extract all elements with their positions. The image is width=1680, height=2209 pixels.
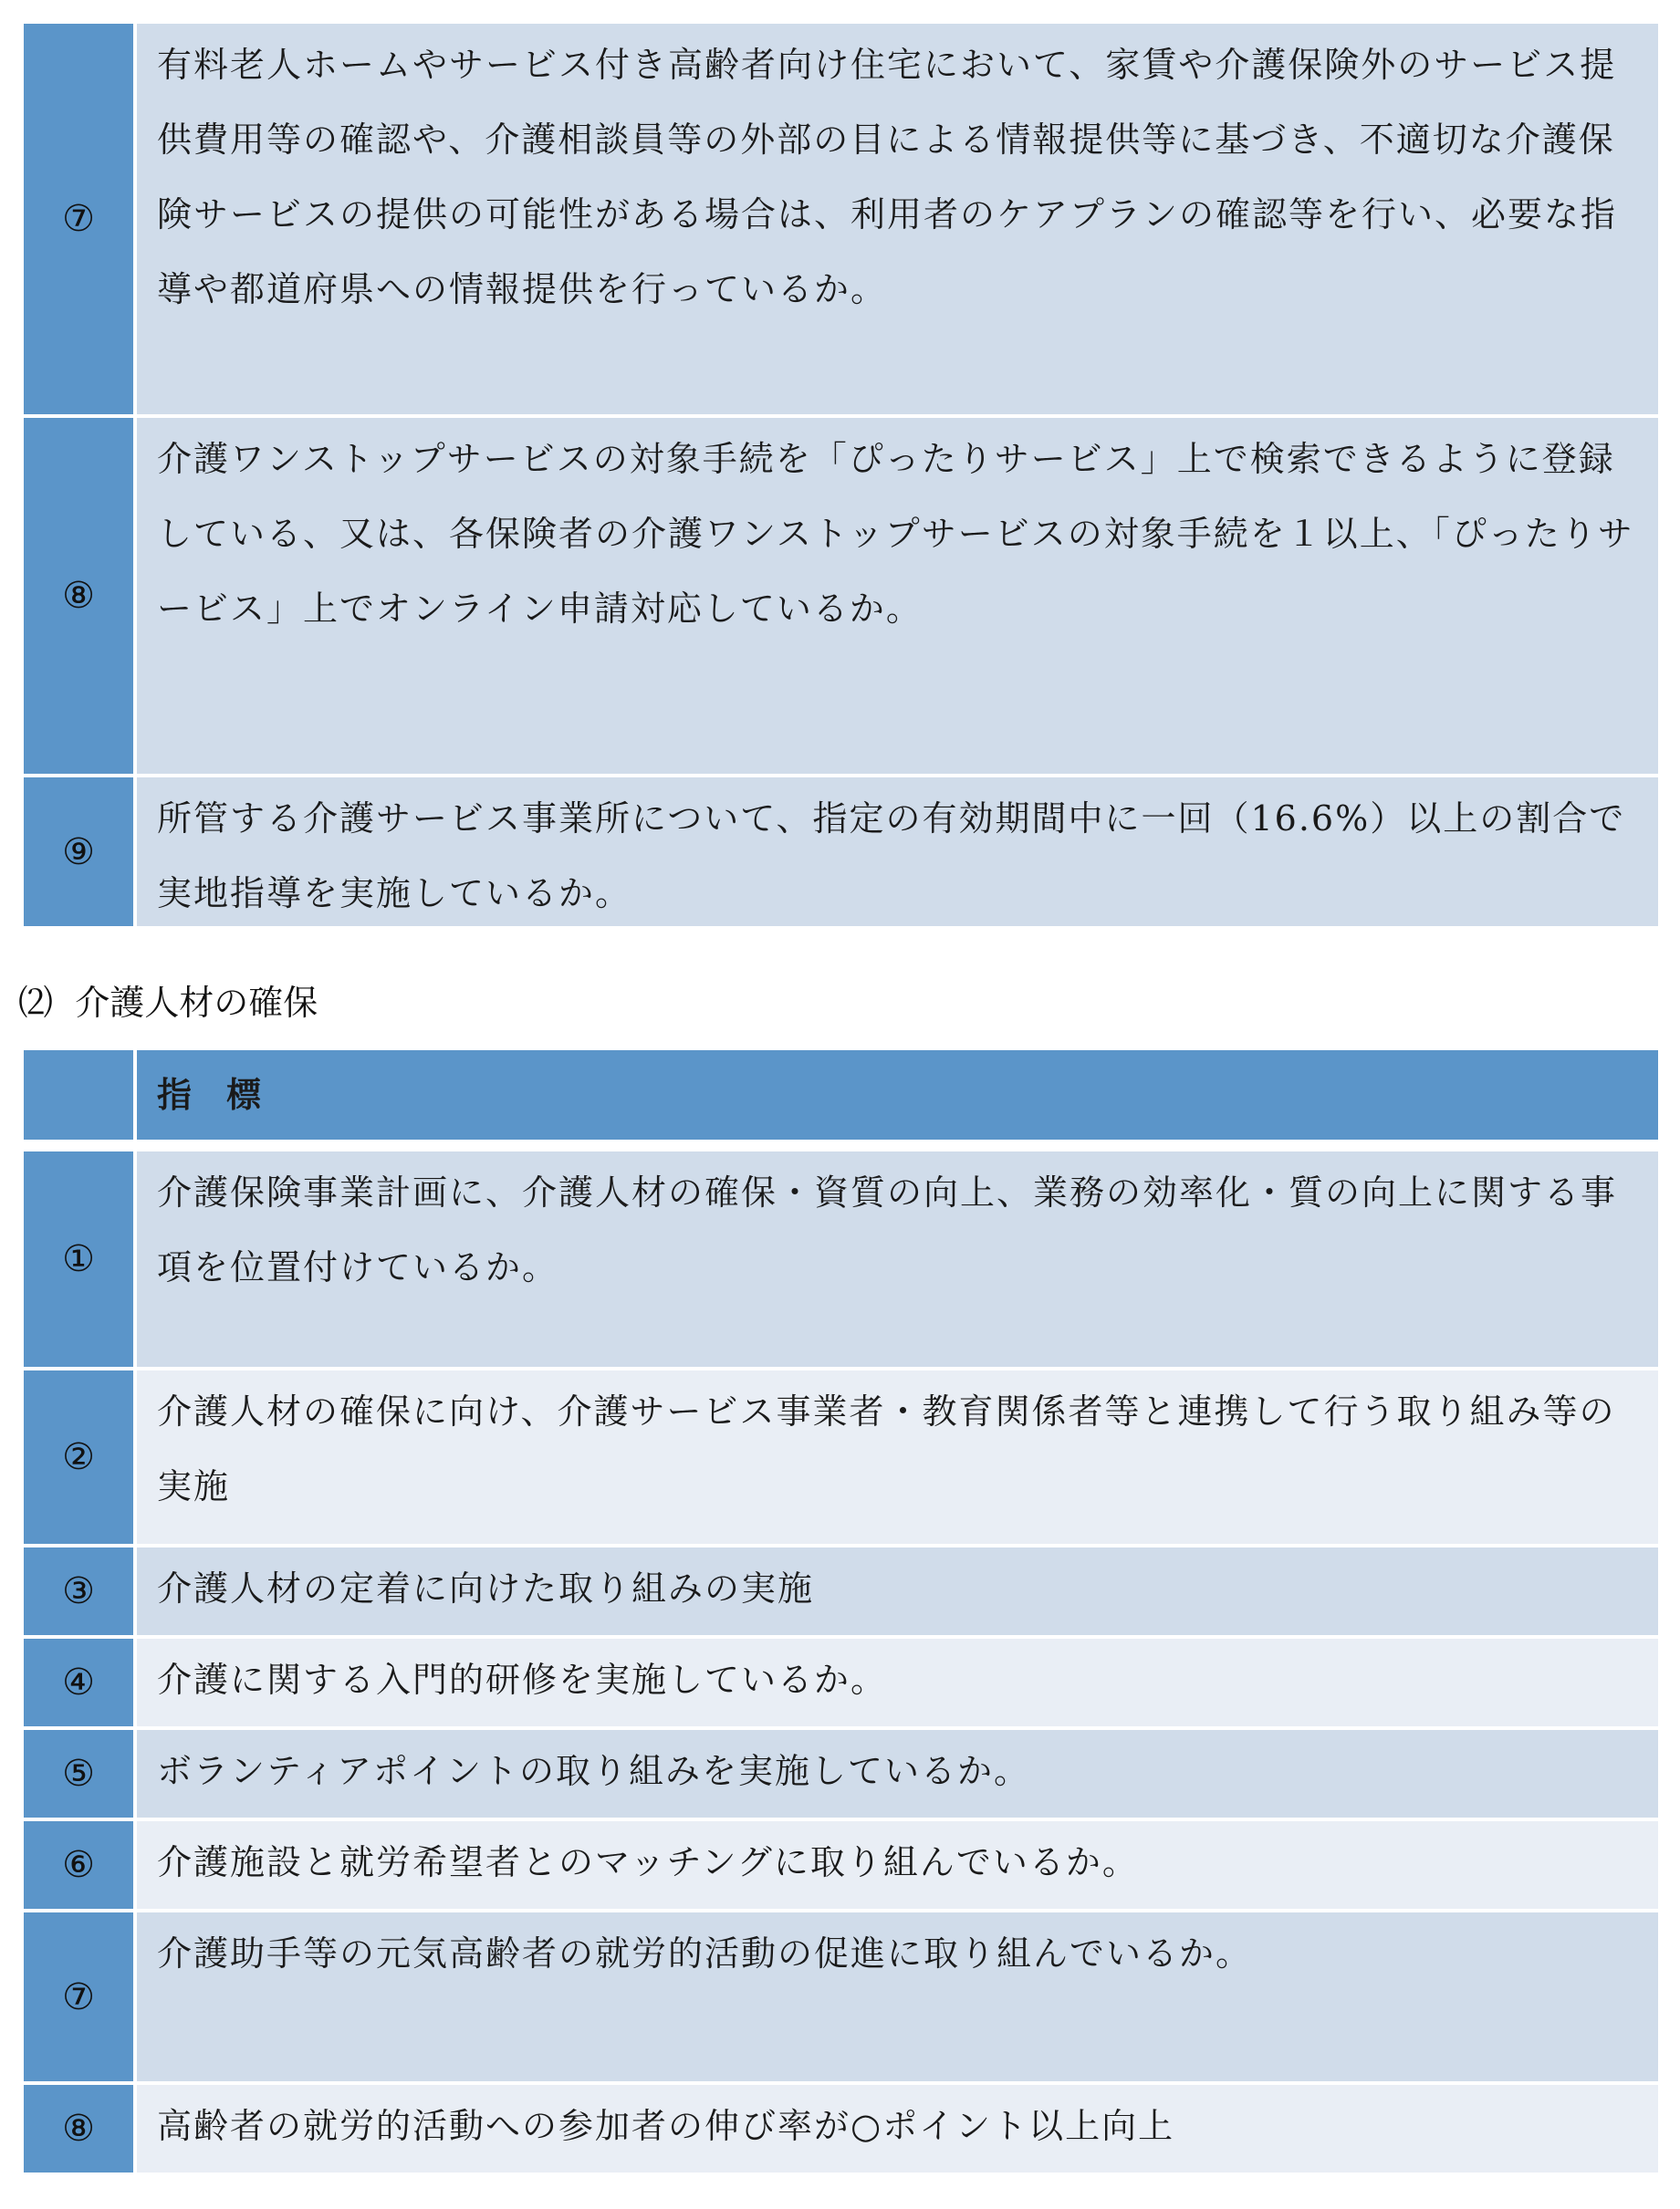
row-text: 介護人材の確保に向け、介護サービス事業者・教育関係者等と連携して行う取り組み等の実施: [137, 1370, 1658, 1544]
row-number: ②: [24, 1370, 133, 1544]
row-text: 高齢者の就労的活動への参加者の伸び率が○ポイント以上向上: [137, 2085, 1658, 2173]
section-title-text: 介護人材の確保: [75, 983, 318, 1023]
row-text: 介護施設と就労希望者とのマッチングに取り組んでいるか。: [137, 1821, 1658, 1909]
table-row: [24, 1821, 1658, 1909]
table-row: [24, 1547, 1658, 1635]
table-row: [24, 1370, 1658, 1544]
row-number: ⑦: [24, 1912, 133, 2081]
row-number: ⑦: [24, 24, 133, 414]
table-row: [24, 1730, 1658, 1818]
section-heading: [18, 974, 318, 1025]
section-number: ⑵: [18, 983, 54, 1023]
row-text: 介護保険事業計画に、介護人材の確保・資質の向上、業務の効率化・質の向上に関する事項を位置付けているか。: [137, 1151, 1658, 1367]
table-row: [24, 1639, 1658, 1726]
row-text: 所管する介護サービス事業所について、指定の有効期間中に一回（16.6%）以上の割合で実地指導を実施しているか。: [137, 777, 1658, 926]
table-row: [24, 24, 1658, 414]
header-label: 指 標: [137, 1050, 1658, 1140]
row-number: ①: [24, 1151, 133, 1367]
row-number: ⑥: [24, 1821, 133, 1909]
table-row: [24, 2085, 1658, 2173]
header-number-cell: [24, 1050, 133, 1140]
row-text: ボランティアポイントの取り組みを実施しているか。: [137, 1730, 1658, 1818]
row-number: ⑧: [24, 418, 133, 774]
table-row: [24, 777, 1658, 926]
row-number: ⑧: [24, 2085, 133, 2173]
row-number: ③: [24, 1547, 133, 1635]
row-number: ⑤: [24, 1730, 133, 1818]
table-row: [24, 418, 1658, 774]
row-number: ④: [24, 1639, 133, 1726]
table-row: [24, 1151, 1658, 1367]
row-text: 介護人材の定着に向けた取り組みの実施: [137, 1547, 1658, 1635]
row-number: ⑨: [24, 777, 133, 926]
row-text: 介護に関する入門的研修を実施しているか。: [137, 1639, 1658, 1726]
row-text: 介護助手等の元気高齢者の就労的活動の促進に取り組んでいるか。: [137, 1912, 1658, 2081]
row-text: 有料老人ホームやサービス付き高齢者向け住宅において、家賃や介護保険外のサービス提供費用等の確認や、介護相談員等の外部の目による情報提供等に基づき、不適切な介護保険サービスの提供の可能性がある場合は、利用者のケアプランの確認等を行い、必要な指導や都道府県への情報提供を行っているか。: [137, 24, 1658, 414]
table-header: [24, 1050, 1658, 1140]
table-row: [24, 1912, 1658, 2081]
row-text: 介護ワンストップサービスの対象手続を「ぴったりサービス」上で検索できるように登録している、又は、各保険者の介護ワンストップサービスの対象手続を１以上、「ぴったりサービス」上でオンライン申請対応しているか。: [137, 418, 1658, 774]
